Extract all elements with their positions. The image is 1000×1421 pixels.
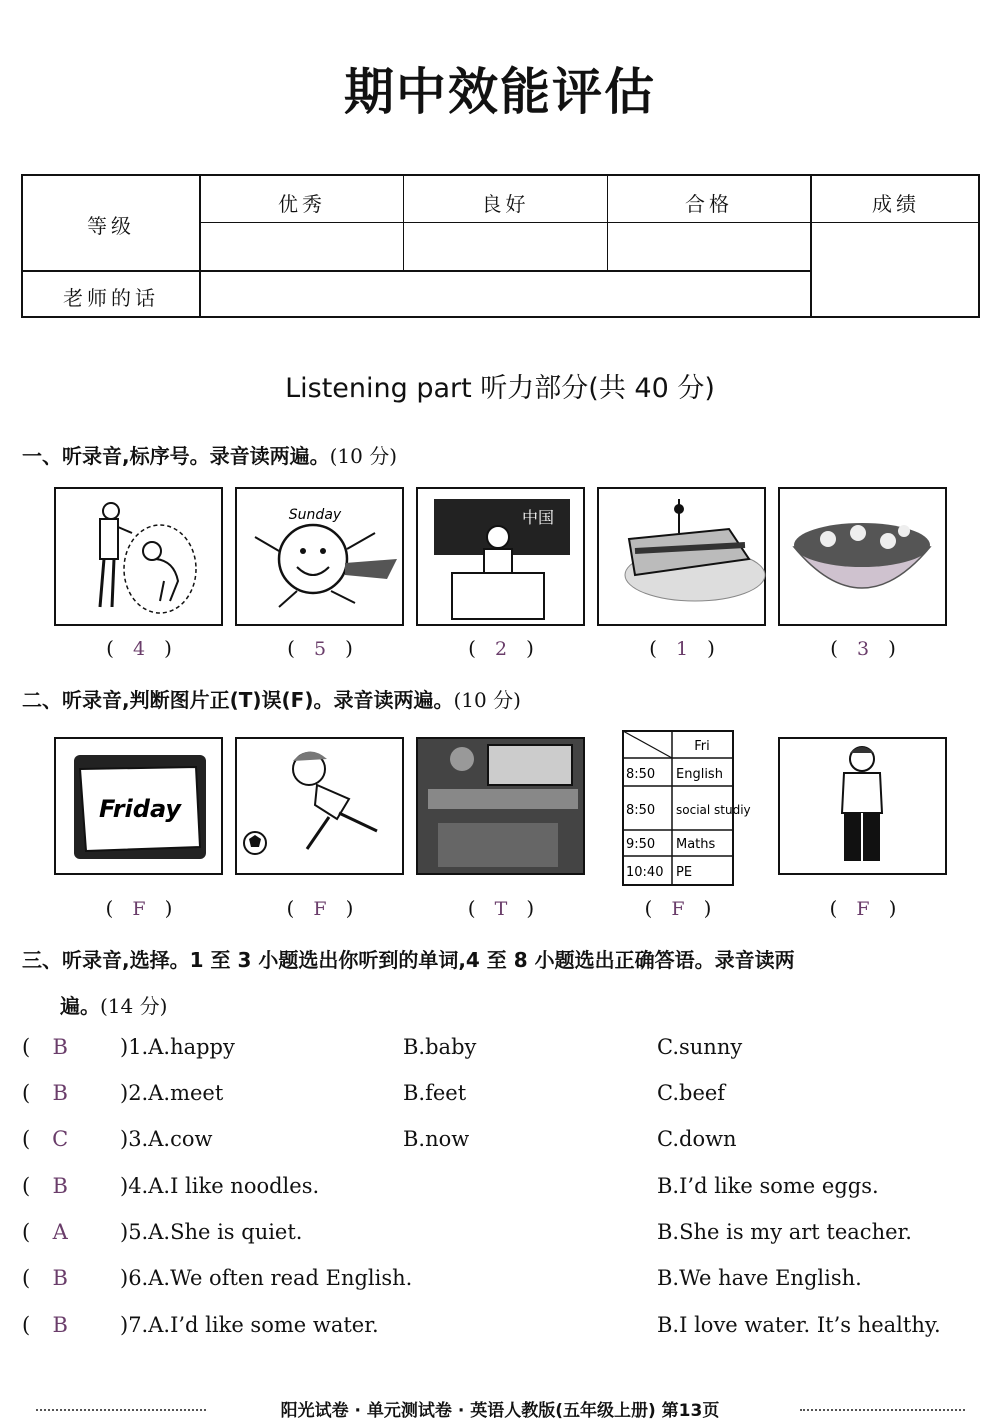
section2-heading-text: 二、听录音,判断图片正(T)误(F)。录音读两遍。 — [22, 688, 454, 712]
question-1: ( B )1.A.happy — [22, 1035, 235, 1059]
picture-schedule — [622, 730, 751, 886]
schedule-time: 10:40 — [626, 865, 664, 880]
q2-option-c: C.beef — [657, 1081, 726, 1105]
answer-value: F — [132, 898, 146, 920]
section3-points: (14 分) — [100, 994, 168, 1018]
answer-value: F — [856, 898, 870, 920]
teacher-comment-input[interactable] — [201, 272, 810, 318]
schedule-time: 9:50 — [626, 837, 656, 852]
section2-heading — [22, 684, 521, 713]
answer-s1-3[interactable]: ( 2 ) — [468, 636, 534, 660]
answer-value[interactable]: A — [52, 1220, 68, 1244]
pass-input[interactable] — [608, 223, 810, 270]
answer-s2-1[interactable]: ( F ) — [105, 896, 173, 920]
answer-value[interactable]: B — [52, 1266, 68, 1290]
question-4: ( B )4.A.I like noodles. — [22, 1174, 320, 1198]
listening-part-title: Listening part 听力部分(共 40 分) — [285, 373, 715, 404]
question-5: ( A )5.A.She is quiet. — [22, 1220, 303, 1244]
schedule-header: Fri — [694, 739, 710, 754]
schedule-subject: PE — [676, 865, 693, 880]
col-excellent: 优秀 — [278, 192, 326, 216]
answer-value: 5 — [313, 638, 327, 660]
option-a: )5.A.She is quiet. — [120, 1220, 303, 1244]
good-input[interactable] — [404, 223, 607, 270]
schedule-subject: English — [676, 767, 723, 782]
section3-heading-line2 — [60, 990, 167, 1019]
answer-value[interactable]: C — [52, 1127, 69, 1151]
question-3: ( C )3.A.cow — [22, 1127, 213, 1151]
answer-s2-2[interactable]: ( F ) — [286, 896, 354, 920]
q3-option-b: B.now — [403, 1127, 470, 1151]
picture-salad-bowl — [778, 487, 947, 626]
page-title: 期中效能评估 — [344, 63, 656, 121]
option-a: )2.A.meet — [120, 1081, 224, 1105]
question-2: ( B )2.A.meet — [22, 1081, 224, 1105]
picture-football-boy — [235, 737, 404, 875]
answer-value[interactable]: B — [52, 1174, 68, 1198]
picture-friday-calendar — [54, 737, 223, 875]
picture-sandwich — [597, 487, 766, 626]
grade-table — [21, 174, 980, 318]
q5-option-b: B.She is my art teacher. — [657, 1220, 912, 1244]
sunday-label: Sunday — [288, 507, 342, 523]
q3-option-c: C.down — [657, 1127, 737, 1151]
section3-heading-text: 遍。 — [60, 994, 100, 1018]
section3-heading-line1: 三、听录音,选择。1 至 3 小题选出你听到的单词,4 至 8 小题选出正确答语。录音读两 — [22, 948, 795, 972]
answer-s1-5[interactable]: ( 3 ) — [830, 636, 896, 660]
page-footer: 阳光试卷 · 单元测试卷 · 英语人教版(五年级上册) 第13页 — [280, 1401, 720, 1421]
q2-option-b: B.feet — [403, 1081, 467, 1105]
schedule-time: 8:50 — [626, 767, 656, 782]
answer-s1-4[interactable]: ( 1 ) — [649, 636, 715, 660]
option-a: )4.A.I like noodles. — [120, 1174, 320, 1198]
picture-sunday-sun — [235, 487, 404, 626]
china-label: 中国 — [521, 508, 555, 527]
option-a: )1.A.happy — [120, 1035, 235, 1059]
answer-s2-5[interactable]: ( F ) — [829, 896, 897, 920]
schedule-subject: social studiy — [676, 803, 751, 817]
answer-value[interactable]: B — [52, 1035, 68, 1059]
answer-s1-2[interactable]: ( 5 ) — [287, 636, 353, 660]
schedule-time: 8:50 — [626, 803, 656, 818]
excellent-input[interactable] — [201, 223, 403, 270]
answer-value: 1 — [675, 638, 689, 660]
section1-points: (10 分) — [329, 444, 398, 468]
answer-value: F — [671, 898, 685, 920]
grade-label: 等级 — [87, 214, 135, 238]
option-a: )6.A.We often read English. — [120, 1266, 413, 1290]
answer-value: 3 — [856, 638, 870, 660]
option-a: )7.A.I’d like some water. — [120, 1313, 379, 1337]
col-score: 成绩 — [872, 192, 920, 216]
answer-value: T — [494, 898, 508, 920]
picture-bowing-boy — [54, 487, 223, 626]
col-good: 良好 — [481, 192, 530, 216]
friday-label: Friday — [98, 795, 182, 823]
answer-value: 2 — [494, 638, 508, 660]
section1-heading — [22, 440, 397, 469]
q4-option-b: B.I’d like some eggs. — [657, 1174, 879, 1198]
picture-messy-room — [416, 737, 585, 875]
answer-value: 4 — [132, 638, 146, 660]
picture-man-standing — [778, 737, 947, 875]
score-input[interactable] — [812, 223, 980, 318]
q7-option-b: B.I love water. It’s healthy. — [657, 1313, 941, 1337]
question-7: ( B )7.A.I’d like some water. — [22, 1313, 379, 1337]
answer-s1-1[interactable]: ( 4 ) — [106, 636, 172, 660]
question-6: ( B )6.A.We often read English. — [22, 1266, 413, 1290]
answer-s2-4[interactable]: ( F ) — [644, 896, 712, 920]
teacher-comment-label: 老师的话 — [63, 286, 159, 310]
col-pass: 合格 — [685, 192, 733, 216]
q1-option-c: C.sunny — [657, 1035, 743, 1059]
answer-s2-3[interactable]: ( T ) — [467, 896, 535, 920]
answer-value[interactable]: B — [52, 1313, 68, 1337]
section1-heading-text: 一、听录音,标序号。录音读两遍。 — [22, 444, 330, 468]
picture-chinese-class — [416, 487, 585, 626]
section2-points: (10 分) — [453, 688, 521, 712]
q6-option-b: B.We have English. — [657, 1266, 862, 1290]
option-a: )3.A.cow — [120, 1127, 213, 1151]
answer-value[interactable]: B — [52, 1081, 68, 1105]
answer-value: F — [313, 898, 327, 920]
schedule-subject: Maths — [676, 837, 716, 852]
q1-option-b: B.baby — [403, 1035, 477, 1059]
